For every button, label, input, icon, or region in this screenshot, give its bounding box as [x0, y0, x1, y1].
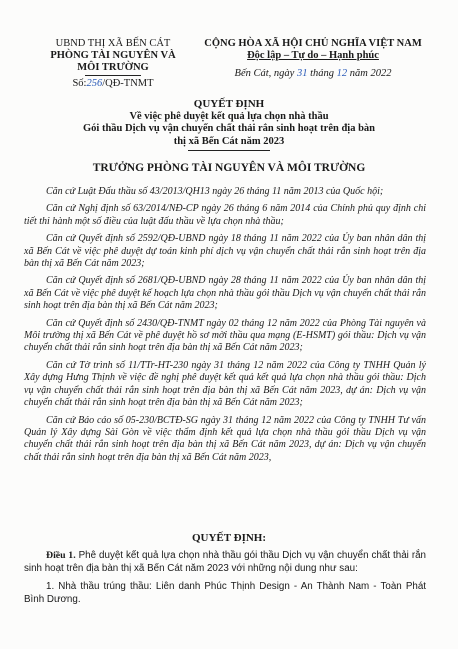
articles-section [24, 550, 426, 612]
title-line3: thị xã Bến Cát năm 2023 [173, 135, 285, 147]
date-prefix: Bến Cát, ngày [234, 68, 297, 79]
recital-paragraph: Căn cứ Quyết định số 2681/QĐ-UBND ngày 28 tháng 11 năm 2022 của Ủy ban nhân dân thị xã Bến Cát về việc phê duyệt kế hoạch lựa chọn nhà thầu gói thầu Dịch vụ vận chuyển chất thải rắn sinh hoạt trên địa bàn thị xã Bến Cát năm 2023; [24, 275, 426, 312]
national-motto: Độc lập – Tự do – Hạnh phúc [247, 50, 379, 61]
issuing-authority-block [38, 38, 188, 90]
document-number [38, 78, 188, 90]
title-line2: Gói thầu Dịch vụ vận chuyển chất thải rắn sinh hoạt trên địa bàn [82, 123, 376, 134]
recital-paragraph: Căn cứ Quyết định số 2592/QĐ-UBND ngày 18 tháng 11 năm 2022 của Ủy ban nhân dân thị xã Bến Cát về việc phê duyệt dự toán kinh phí dịch vụ vận chuyển chất thải rắn sinh hoạt trên địa bàn thị xã Bến Cát năm 2023; [24, 233, 426, 270]
title-divider [188, 150, 270, 151]
recital-paragraph: Căn cứ Báo cáo số 05-230/BCTĐ-SG ngày 31 tháng 12 năm 2022 của Công ty TNHH Tư vấn Quản lý Xây dựng Sài Gòn về việc thẩm định kết quả lựa chọn nhà thầu gói thầu Dịch vụ vận chuyển chất thải rắn sinh hoạt trên địa bàn thị xã Bến Cát năm 2023, dự án: Dịch vụ vận chuyển chất thải rắn sinh hoạt trên địa bàn thị xã Bến Cát năm 2023, [24, 414, 426, 463]
national-title: CỘNG HÒA XÃ HỘI CHỦ NGHĨA VIỆT NAM [204, 38, 422, 49]
article-1-text: Phê duyệt kết quả lựa chọn nhà thầu gói thầu Dịch vụ vận chuyển chất thải rắn sinh hoạt trên địa bàn thị xã Bến Cát năm 2023 với những nội dung như sau: [24, 550, 426, 574]
article-1 [24, 550, 426, 575]
recitals-section [24, 186, 426, 469]
date-mid: tháng [307, 68, 337, 79]
article-1-item-1: 1. Nhà thầu trúng thầu: Liên danh Phúc Thịnh Design - An Thành Nam - Toàn Phát Bình Dương. [24, 581, 426, 605]
issue-date [198, 68, 428, 80]
decision-heading: QUYẾT ĐỊNH: [191, 532, 267, 544]
recital-paragraph: Căn cứ Luật Đấu thầu số 43/2013/QH13 ngày 26 tháng 11 năm 2013 của Quốc hội; [46, 186, 384, 197]
issuer-parent: UBND THỊ XÃ BẾN CÁT [55, 38, 171, 49]
recital-paragraph: Căn cứ Quyết định số 2430/QĐ-TNMT ngày 02 tháng 12 năm 2022 của Phòng Tài nguyên và Môi trường thị xã Bến Cát về phê duyệt hồ sơ mời thầu qua mạng (E-HSMT) gói thầu: Dịch vụ vận chuyển chất thải rắn sinh hoạt trên địa bàn thị xã Bến Cát năm 2023; [24, 317, 426, 354]
document-type-heading: QUYẾT ĐỊNH [193, 98, 265, 110]
issuer-name-line2: MÔI TRƯỜNG [77, 62, 149, 73]
date-month-handwritten: 12 [336, 68, 348, 79]
national-header-block [198, 38, 428, 80]
issuer-name-line1: PHÒNG TÀI NGUYÊN VÀ [50, 50, 176, 61]
document-number-suffix: /QĐ-TNMT [102, 78, 154, 89]
issuer-underline [85, 75, 141, 76]
document-number-prefix: Số: [72, 78, 87, 89]
date-suffix: năm 2022 [347, 68, 392, 79]
date-day-handwritten: 31 [296, 68, 308, 79]
article-1-label: Điều 1. [46, 550, 76, 561]
title-line1: Về việc phê duyệt kết quả lựa chọn nhà thầu [129, 110, 329, 122]
authority-heading: TRƯỞNG PHÒNG TÀI NGUYÊN VÀ MÔI TRƯỜNG [92, 162, 366, 174]
document-number-handwritten: 256 [86, 78, 103, 89]
recital-paragraph: Căn cứ Nghị định số 63/2014/NĐ-CP ngày 26 tháng 6 năm 2014 của Chính phủ quy định chi tiết thi hành một số điều của luật đấu thầu về lựa chọn nhà thầu; [24, 203, 426, 227]
document-title-block [20, 98, 438, 151]
recital-paragraph: Căn cứ Tờ trình số 11/TTr-HT-230 ngày 31 tháng 12 năm 2022 của Công ty TNHH Quản lý Xây dựng Hưng Thịnh về việc đề nghị phê duyệt kết quả kết quả lựa chọn nhà thầu gói thầu: Dịch vụ vận chuyển chất thải rắn sinh hoạt trên địa bàn thị xã Bến Cát năm 2023, dự án: Dịch vụ vận chuyển chất thải rắn sinh hoạt trên địa bàn thị xã Bến Cát năm 2023; [24, 359, 426, 409]
